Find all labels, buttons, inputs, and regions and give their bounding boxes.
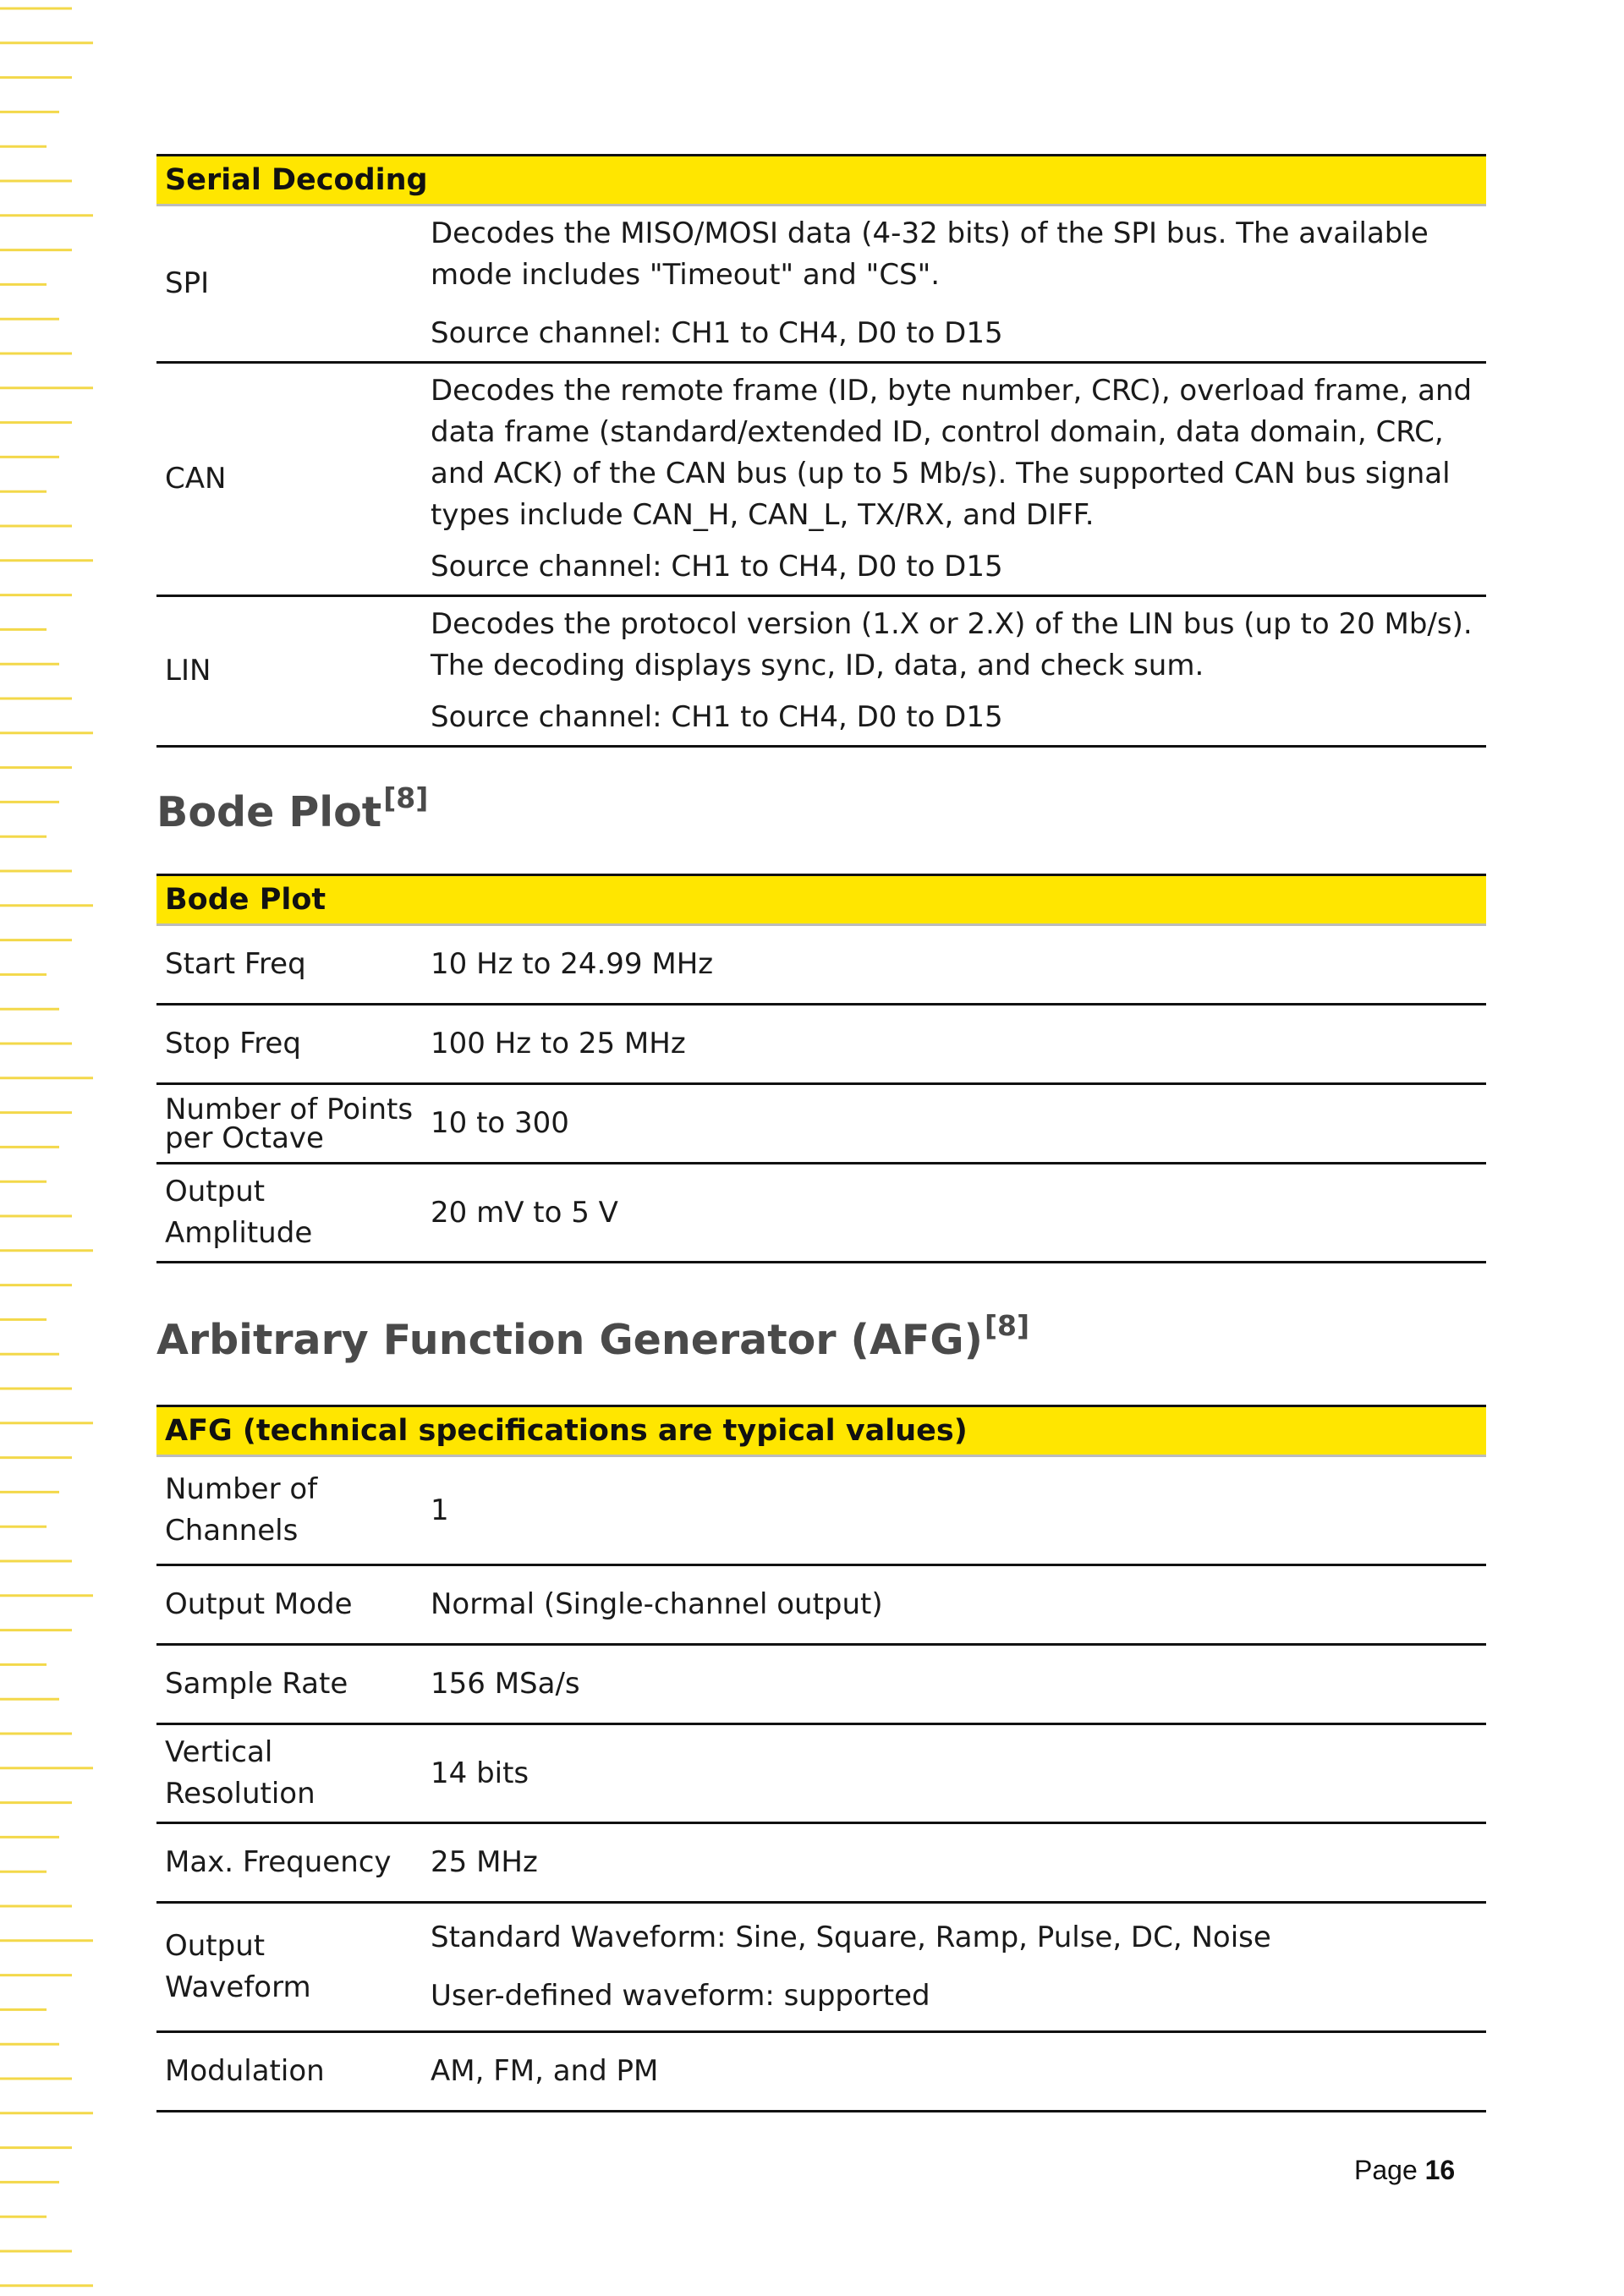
row-value: 25 MHz [422, 1823, 1486, 1903]
value-line: Source channel: CH1 to CH4, D0 to D15 [431, 316, 1003, 350]
bode-plot-table [156, 874, 1486, 1263]
bode-plot-heading [156, 781, 1486, 836]
table-row [156, 1903, 1486, 2032]
value-line: Decodes the remote frame (ID, byte number, CRC), overload frame, and data frame (standard/extended ID, control domain, data domain, CRC, and ACK) of the CAN bus (up to 5 Mb/s). The supported CAN bus signal types include CAN_H, CAN_L, TX/RX, and DIFF. [431, 374, 1473, 532]
value-line: Source channel: CH1 to CH4, D0 to D15 [431, 700, 1003, 734]
row-label: Output Amplitude [156, 1164, 422, 1263]
row-label: Number of Channels [156, 1456, 422, 1565]
table-row [156, 1005, 1486, 1084]
table-header: AFG (technical specifications are typical values) [156, 1406, 1486, 1456]
row-value: 156 MSa/s [422, 1645, 1486, 1724]
table-row [156, 2032, 1486, 2112]
table-row [156, 1456, 1486, 1565]
table-header: Bode Plot [156, 875, 1486, 925]
serial-decoding-table [156, 154, 1486, 748]
row-value [422, 1903, 1486, 2032]
row-value [422, 205, 1486, 363]
table-row [156, 1724, 1486, 1823]
row-label: Stop Freq [156, 1005, 422, 1084]
row-label: LIN [156, 596, 422, 747]
row-label: Vertical Resolution [156, 1724, 422, 1823]
row-label: Sample Rate [156, 1645, 422, 1724]
table-row [156, 925, 1486, 1005]
table-row [156, 1645, 1486, 1724]
row-value: Normal (Single-channel output) [422, 1565, 1486, 1645]
row-value: 1 [422, 1456, 1486, 1565]
table-row [156, 205, 1486, 363]
table-header: Serial Decoding [156, 156, 1486, 205]
value-line: Decodes the protocol version (1.X or 2.X) of the LIN bus (up to 20 Mb/s). The decoding displays sync, ID, data, and check sum. [431, 607, 1473, 682]
table-row [156, 596, 1486, 747]
row-label: Output Waveform [156, 1903, 422, 2032]
table-row [156, 1823, 1486, 1903]
row-label: Modulation [156, 2032, 422, 2112]
row-value: 100 Hz to 25 MHz [422, 1005, 1486, 1084]
row-value: AM, FM, and PM [422, 2032, 1486, 2112]
footnote-ref: [8] [984, 1309, 1030, 1342]
afg-heading [156, 1309, 1486, 1364]
value-line: User-defined waveform: supported [431, 1979, 930, 2013]
row-label: CAN [156, 363, 422, 596]
value-line: Standard Waveform: Sine, Square, Ramp, Pulse, DC, Noise [431, 1921, 1271, 1954]
row-value: 20 mV to 5 V [422, 1164, 1486, 1263]
row-label: SPI [156, 205, 422, 363]
row-label: Number of Points per Octave [156, 1084, 422, 1164]
row-label: Output Mode [156, 1565, 422, 1645]
row-value [422, 363, 1486, 596]
row-value: 10 to 300 [422, 1084, 1486, 1164]
page-label: Page [1354, 2155, 1418, 2185]
page-content [156, 154, 1486, 2112]
row-label: Start Freq [156, 925, 422, 1005]
row-label: Max. Frequency [156, 1823, 422, 1903]
margin-rule-decoration [0, 0, 97, 2296]
page-number [1354, 2155, 1455, 2186]
table-row [156, 1164, 1486, 1263]
value-line: Source channel: CH1 to CH4, D0 to D15 [431, 550, 1003, 584]
row-value: 10 Hz to 24.99 MHz [422, 925, 1486, 1005]
table-row [156, 363, 1486, 596]
afg-table [156, 1405, 1486, 2112]
footnote-ref: [8] [383, 781, 429, 814]
value-line: Decodes the MISO/MOSI data (4-32 bits) of the SPI bus. The available mode includes "Timeout" and "CS". [431, 216, 1429, 292]
table-row [156, 1084, 1486, 1164]
heading-text: Arbitrary Function Generator (AFG) [156, 1316, 983, 1364]
row-value: 14 bits [422, 1724, 1486, 1823]
heading-text: Bode Plot [156, 788, 382, 836]
page-number-value: 16 [1424, 2155, 1456, 2185]
table-row [156, 1565, 1486, 1645]
row-value [422, 596, 1486, 747]
